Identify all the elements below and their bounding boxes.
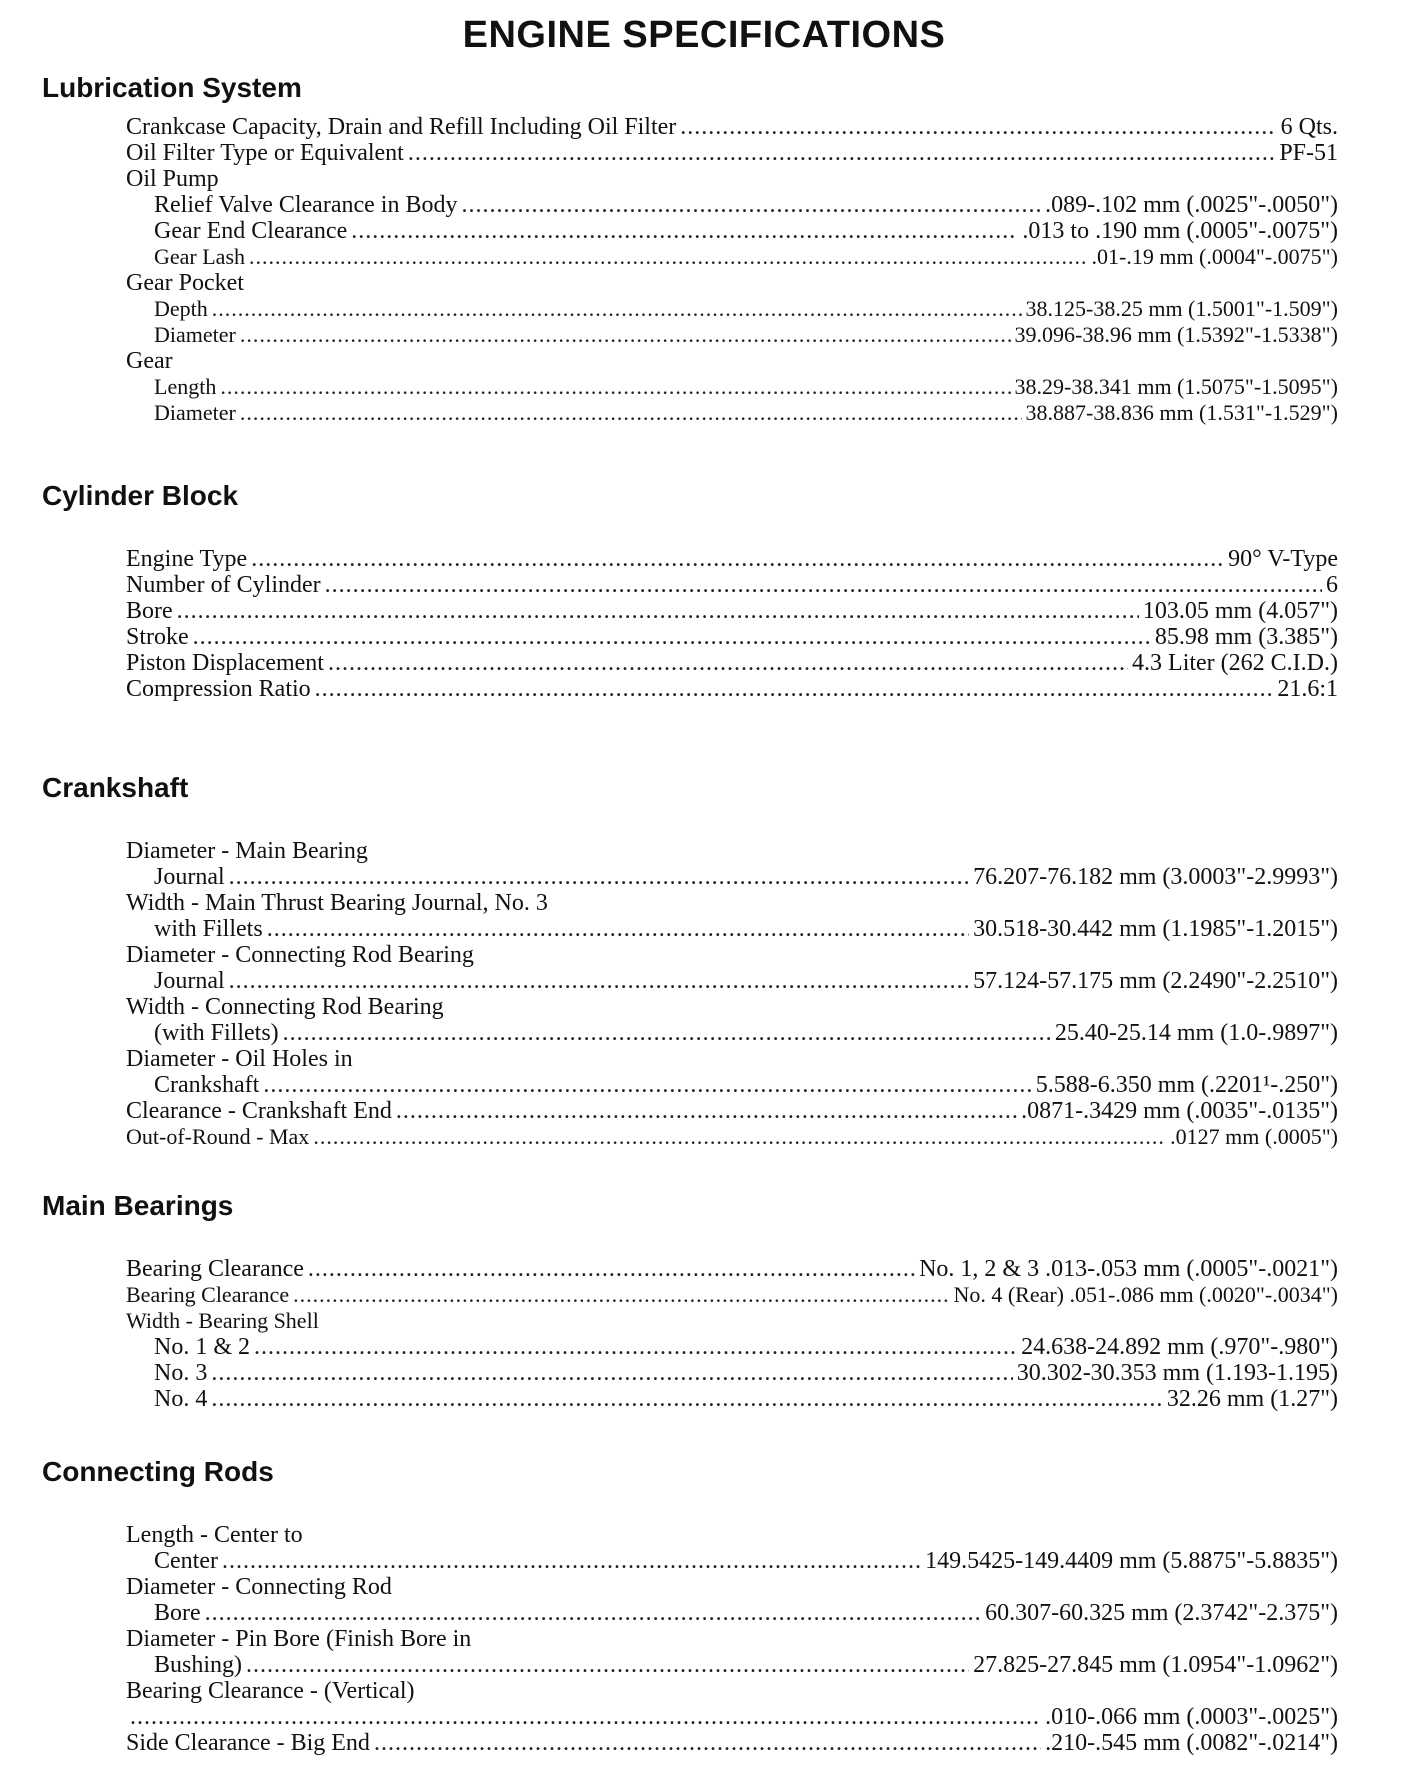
spec-value: 30.518-30.442 mm (1.1985"-1.2015") xyxy=(973,916,1338,942)
spec-rows xyxy=(126,838,1338,1150)
spec-label: Oil Filter Type or Equivalent xyxy=(126,140,404,166)
spec-row xyxy=(126,400,1338,426)
spec-row xyxy=(126,374,1338,400)
spec-value: .0871-.3429 mm (.0035"-.0135") xyxy=(1021,1098,1338,1124)
leader-dots xyxy=(461,192,1041,218)
spec-value: 38.887-38.836 mm (1.531"-1.529") xyxy=(1025,400,1338,425)
leader-dots xyxy=(315,676,1274,702)
spec-value: 38.29-38.341 mm (1.5075"-1.5095") xyxy=(1014,374,1338,399)
spec-value: 6 Qts. xyxy=(1280,114,1338,140)
spec-row xyxy=(126,348,1338,374)
spec-row xyxy=(126,864,1338,890)
spec-label: Crankcase Capacity, Drain and Refill Including Oil Filter xyxy=(126,114,677,140)
leader-dots xyxy=(267,916,969,942)
spec-row xyxy=(126,1360,1338,1386)
leader-dots xyxy=(328,650,1128,676)
spec-label: Diameter - Pin Bore (Finish Bore in xyxy=(126,1626,472,1652)
spec-row xyxy=(126,1574,1338,1600)
leader-dots xyxy=(222,1548,921,1574)
leader-dots xyxy=(396,1098,1017,1124)
spec-label: No. 1 & 2 xyxy=(154,1334,250,1360)
spec-value: 5.588-6.350 mm (.2201¹-.250") xyxy=(1035,1072,1338,1098)
spec-value: 85.98 mm (3.385") xyxy=(1154,624,1338,650)
spec-label: Side Clearance - Big End xyxy=(126,1730,370,1756)
spec-value: 4.3 Liter (262 C.I.D.) xyxy=(1132,650,1338,676)
spec-label: Diameter xyxy=(154,400,236,425)
spec-row xyxy=(126,968,1338,994)
leader-dots xyxy=(283,1020,1051,1046)
leader-dots xyxy=(351,218,1018,244)
spec-label: No. 4 xyxy=(154,1386,208,1412)
spec-row xyxy=(126,1626,1338,1652)
spec-label: Gear Lash xyxy=(154,244,246,269)
spec-value: .0127 mm (.0005") xyxy=(1170,1124,1338,1149)
spec-row xyxy=(126,1282,1338,1308)
spec-value: No. 1, 2 & 3 .013-.053 mm (.0005"-.0021") xyxy=(919,1256,1338,1282)
leader-dots xyxy=(325,572,1322,598)
spec-value: .013 to .190 mm (.0005"-.0075") xyxy=(1022,218,1338,244)
spec-value: .089-.102 mm (.0025"-.0050") xyxy=(1045,192,1338,218)
spec-label: Crankshaft xyxy=(154,1072,260,1098)
leader-dots xyxy=(240,400,1022,426)
spec-row xyxy=(126,192,1338,218)
leader-dots xyxy=(293,1282,949,1308)
leader-dots xyxy=(374,1730,1041,1756)
spec-row xyxy=(126,1730,1338,1756)
spec-row xyxy=(126,1678,1338,1704)
spec-row xyxy=(126,994,1338,1020)
spec-row xyxy=(126,676,1338,702)
spec-row xyxy=(126,598,1338,624)
spec-label: Bearing Clearance - (Vertical) xyxy=(126,1678,415,1704)
spec-row xyxy=(126,1256,1338,1282)
section-heading: Main Bearings xyxy=(42,1190,234,1221)
spec-row xyxy=(126,1600,1338,1626)
spec-row xyxy=(126,1124,1338,1150)
spec-label: Center xyxy=(154,1548,218,1574)
spec-row xyxy=(126,916,1338,942)
spec-label: Engine Type xyxy=(126,546,248,572)
spec-label: Width - Connecting Rod Bearing xyxy=(126,994,444,1020)
spec-label: Width - Bearing Shell xyxy=(126,1308,319,1333)
section-heading: Cylinder Block xyxy=(42,480,239,511)
spec-row xyxy=(126,624,1338,650)
spec-label: (with Fillets) xyxy=(154,1020,279,1046)
spec-row xyxy=(126,218,1338,244)
spec-label: Piston Displacement xyxy=(126,650,324,676)
spec-value: 90° V-Type xyxy=(1228,546,1338,572)
spec-label: Width - Main Thrust Bearing Journal, No. 3 xyxy=(126,890,548,916)
spec-label: Diameter - Connecting Rod xyxy=(126,1574,392,1600)
leader-dots xyxy=(313,1124,1166,1150)
leader-dots xyxy=(229,968,969,994)
spec-label: Depth xyxy=(154,296,208,321)
spec-label: Oil Pump xyxy=(126,166,219,192)
leader-dots xyxy=(240,322,1011,348)
spec-row xyxy=(126,572,1338,598)
spec-label: Out-of-Round - Max xyxy=(126,1124,310,1149)
spec-row xyxy=(126,546,1338,572)
spec-label: Number of Cylinder xyxy=(126,572,321,598)
spec-row xyxy=(126,270,1338,296)
spec-row xyxy=(126,114,1338,140)
leader-dots xyxy=(130,1704,1041,1730)
spec-value: 6 xyxy=(1326,572,1338,598)
spec-value: 32.26 mm (1.27") xyxy=(1166,1386,1338,1412)
spec-value: 38.125-38.25 mm (1.5001"-1.509") xyxy=(1025,296,1338,321)
spec-rows xyxy=(126,546,1338,702)
spec-value: 76.207-76.182 mm (3.0003"-2.9993") xyxy=(973,864,1338,890)
spec-rows xyxy=(126,1522,1338,1756)
leader-dots xyxy=(212,296,1022,322)
spec-row xyxy=(126,244,1338,270)
spec-label: Compression Ratio xyxy=(126,676,311,702)
leader-dots xyxy=(229,864,969,890)
spec-label: Stroke xyxy=(126,624,189,650)
spec-label: Bushing) xyxy=(154,1652,243,1678)
spec-label: Length - Center to xyxy=(126,1522,303,1548)
spec-label: Bore xyxy=(126,598,173,624)
spec-rows xyxy=(126,114,1338,426)
spec-value: .210-.545 mm (.0082"-.0214") xyxy=(1045,1730,1338,1756)
spec-value: PF-51 xyxy=(1279,140,1338,166)
spec-value: .010-.066 mm (.0003"-.0025") xyxy=(1045,1704,1338,1730)
leader-dots xyxy=(263,1072,1031,1098)
leader-dots xyxy=(308,1256,915,1282)
page-title: ENGINE SPECIFICATIONS xyxy=(462,14,946,56)
spec-row xyxy=(126,1652,1338,1678)
section-heading: Connecting Rods xyxy=(42,1456,274,1487)
spec-row xyxy=(126,1046,1338,1072)
spec-row xyxy=(126,296,1338,322)
spec-value: 60.307-60.325 mm (2.3742"-2.375") xyxy=(985,1600,1338,1626)
spec-value: 25.40-25.14 mm (1.0-.9897") xyxy=(1054,1020,1338,1046)
spec-row xyxy=(126,1020,1338,1046)
spec-row xyxy=(126,1072,1338,1098)
spec-label: Diameter - Connecting Rod Bearing xyxy=(126,942,474,968)
spec-value: 39.096-38.96 mm (1.5392"-1.5338") xyxy=(1014,322,1338,347)
spec-value: 30.302-30.353 mm (1.193-1.195) xyxy=(1016,1360,1338,1386)
spec-label: Length xyxy=(154,374,217,399)
spec-row xyxy=(126,1308,1338,1334)
leader-dots xyxy=(177,598,1139,624)
spec-label: Bearing Clearance xyxy=(126,1282,290,1307)
spec-row xyxy=(126,166,1338,192)
spec-label: Gear Pocket xyxy=(126,270,244,296)
spec-value: 149.5425-149.4409 mm (5.8875"-5.8835") xyxy=(925,1548,1338,1574)
leader-dots xyxy=(249,244,1087,270)
spec-row xyxy=(126,140,1338,166)
spec-label: Diameter - Oil Holes in xyxy=(126,1046,353,1072)
spec-label: Gear End Clearance xyxy=(154,218,348,244)
spec-row xyxy=(126,1522,1338,1548)
leader-dots xyxy=(211,1360,1012,1386)
spec-row xyxy=(126,1386,1338,1412)
spec-row xyxy=(126,942,1338,968)
spec-label: No. 3 xyxy=(154,1360,208,1386)
spec-value: No. 4 (Rear) .051-.086 mm (.0020"-.0034") xyxy=(953,1282,1338,1307)
leader-dots xyxy=(211,1386,1163,1412)
leader-dots xyxy=(408,140,1275,166)
section-heading: Crankshaft xyxy=(42,772,189,803)
leader-dots xyxy=(205,1600,981,1626)
spec-value: .01-.19 mm (.0004"-.0075") xyxy=(1091,244,1338,269)
spec-label: Journal xyxy=(154,968,225,994)
leader-dots xyxy=(680,114,1276,140)
spec-row xyxy=(126,1334,1338,1360)
spec-rows xyxy=(126,1256,1338,1412)
spec-label: Gear xyxy=(126,348,173,374)
spec-value: 57.124-57.175 mm (2.2490"-2.2510") xyxy=(973,968,1338,994)
spec-label: Journal xyxy=(154,864,225,890)
leader-dots xyxy=(251,546,1224,572)
spec-label: Clearance - Crankshaft End xyxy=(126,1098,392,1124)
spec-label: Bore xyxy=(154,1600,201,1626)
spec-value: 27.825-27.845 mm (1.0954"-1.0962") xyxy=(973,1652,1338,1678)
leader-dots xyxy=(220,374,1010,400)
leader-dots xyxy=(193,624,1151,650)
spec-row xyxy=(126,650,1338,676)
spec-label: Diameter xyxy=(154,322,236,347)
spec-label: Diameter - Main Bearing xyxy=(126,838,368,864)
leader-dots xyxy=(246,1652,969,1678)
spec-value: 24.638-24.892 mm (.970"-.980") xyxy=(1021,1334,1338,1360)
spec-row xyxy=(126,838,1338,864)
spec-row xyxy=(126,322,1338,348)
spec-label: with Fillets xyxy=(154,916,263,942)
spec-value: 21.6:1 xyxy=(1277,676,1338,702)
leader-dots xyxy=(254,1334,1017,1360)
spec-value: 103.05 mm (4.057") xyxy=(1142,598,1338,624)
spec-row xyxy=(126,890,1338,916)
spec-label: Bearing Clearance xyxy=(126,1256,304,1282)
spec-label: Relief Valve Clearance in Body xyxy=(154,192,458,218)
spec-row xyxy=(126,1704,1338,1730)
spec-row xyxy=(126,1548,1338,1574)
section-heading: Lubrication System xyxy=(42,72,302,103)
spec-row xyxy=(126,1098,1338,1124)
